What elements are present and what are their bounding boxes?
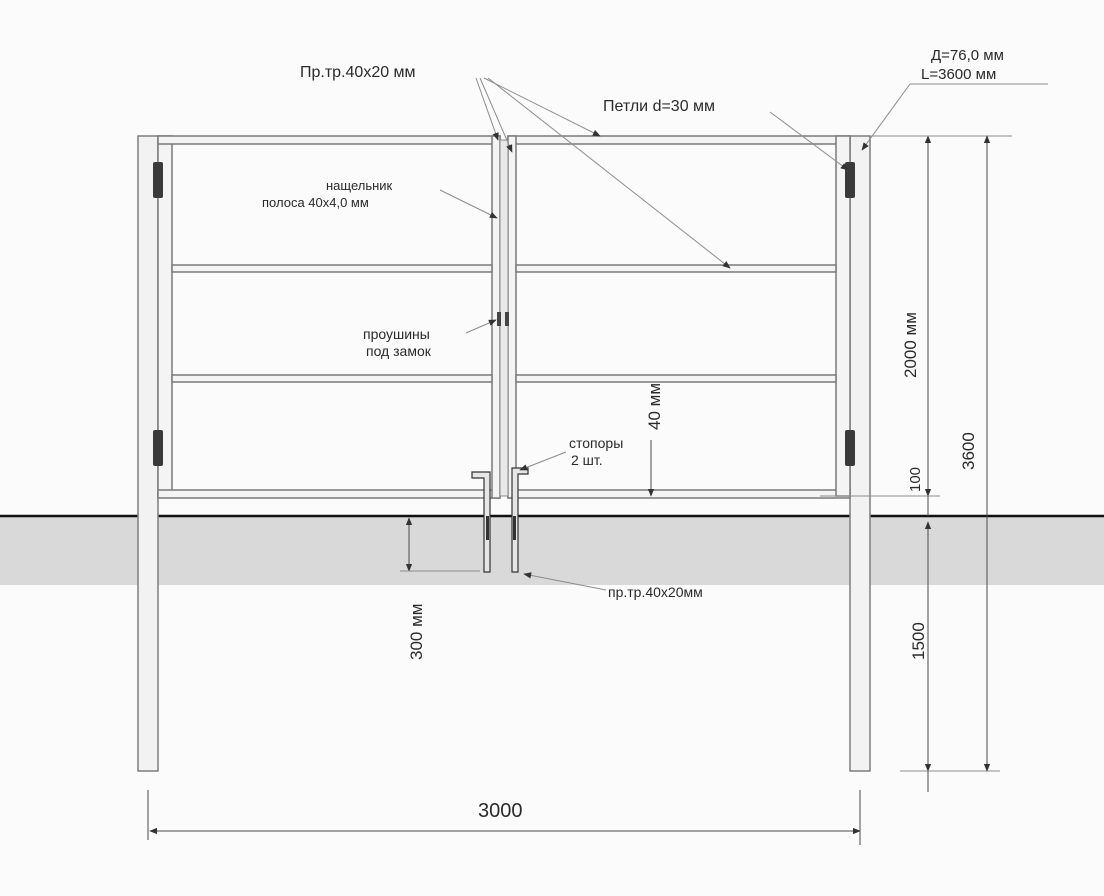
strike-plate-label-1: нащельник [326, 178, 393, 193]
depth-1500-dim: 1500 [909, 622, 928, 660]
width-3000-dim: 3000 [478, 800, 523, 822]
bottom-tube-label: пр.тр.40х20мм [608, 584, 703, 600]
lock-eyes-label-2: под замок [366, 343, 431, 359]
height-gate-dim: 2000 мм [901, 312, 920, 378]
stoppers-label-1: стопоры [569, 435, 624, 451]
ground-band [0, 517, 1104, 585]
lock-eye [497, 312, 501, 326]
lock-eyes-label-1: проушины [363, 326, 430, 342]
gap-40-dim: 40 мм [645, 382, 664, 430]
strike-plate-label-2: полоса 40х4,0 мм [262, 195, 369, 210]
clearance-dim: 100 [907, 466, 924, 492]
hinges-label: Петли d=30 мм [603, 98, 716, 115]
top-tube-label: Пр.тр.40х20 мм [300, 64, 416, 81]
stoppers-label-2: 2 шт. [571, 452, 603, 468]
post-diameter-label: Д=76,0 мм [931, 47, 1004, 64]
hinge-bottom-right [845, 430, 855, 466]
right-leaf [508, 136, 850, 498]
hinge-top-right [845, 162, 855, 198]
hinge-top-left [153, 162, 163, 198]
lock-eye [505, 312, 509, 326]
hinge-bottom-left [153, 430, 163, 466]
post-length-label: L=3600 мм [921, 66, 997, 83]
depth-300-dim: 300 мм [407, 603, 426, 660]
height-total-dim: 3600 [959, 432, 978, 470]
